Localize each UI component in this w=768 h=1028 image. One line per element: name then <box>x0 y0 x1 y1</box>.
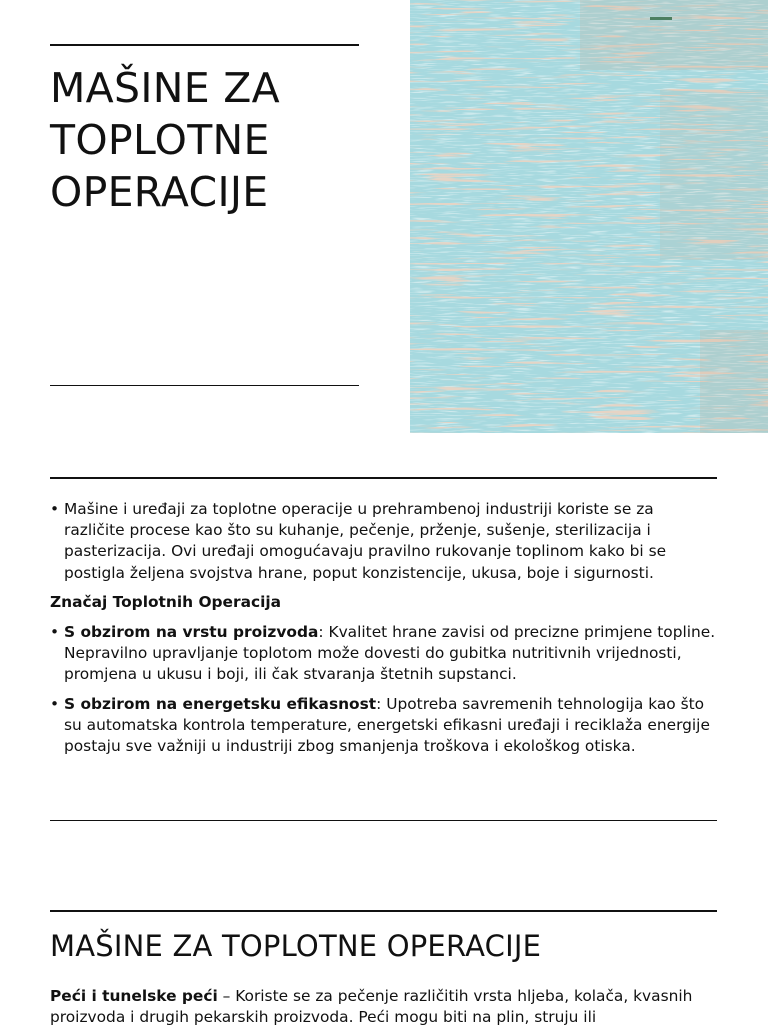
importance-heading: Značaj Toplotnih Operacija <box>50 592 282 611</box>
section-text: – Koriste se za pečenje različitih vrsta hljeba, kolača, kvasnih proizvoda i drugih pekarskih proizvoda. Peći mogu biti na plin, struju ili <box>50 987 693 1027</box>
importance-term: S obzirom na energetsku efikasnost <box>64 694 377 713</box>
importance-text: : Kvalitet hrane zavisi od precizne primjene topline. Nepravilno upravljanje toplotom može dovesti do gubitka nutritivnih vrijednosti, promjena u ukusu i boji, ili čak stvaranja štetnih supstanci. <box>64 623 716 684</box>
decorative-texture-image <box>410 0 768 433</box>
section-heading: MAŠINE ZA TOPLOTNE OPERACIJE <box>50 929 542 963</box>
content-bottom-rule <box>50 820 717 821</box>
importance-item-product <box>50 622 718 686</box>
importance-term: S obzirom na vrstu proizvoda <box>64 623 319 642</box>
intro-list <box>50 499 718 584</box>
section-top-rule <box>50 910 717 912</box>
title-top-rule <box>50 44 359 46</box>
content-body <box>50 499 718 765</box>
title-bottom-rule <box>50 385 359 386</box>
intro-bullet: • Mašine i uređaji za toplotne operacije u prehrambenoj industriji koriste se za različite procese kao što su kuhanje, pečenje, prženje, sušenje, sterilizacija i pasterizacija. Ovi uređaji omogućavaju pravilno rukovanje toplinom kako bi se postigla željena svojstva hrane, poput konzistencije, ukusa, boje i sigurnosti. <box>50 499 718 584</box>
importance-text: : Upotreba savremenih tehnologija kao što su automatska kontrola temperature, energetski efikasni uređaji i reciklaža energije postaju sve važniji u industriji zbog smanjenja troškova i ekološkog otiska. <box>64 694 710 756</box>
importance-item-energy <box>50 694 718 758</box>
importance-list <box>50 622 718 757</box>
section-term: Peći i tunelske peći <box>50 987 218 1005</box>
slide-title: MAŠINE ZA TOPLOTNE OPERACIJE <box>50 64 280 216</box>
section-paragraph <box>50 986 718 1028</box>
content-top-rule <box>50 477 717 479</box>
